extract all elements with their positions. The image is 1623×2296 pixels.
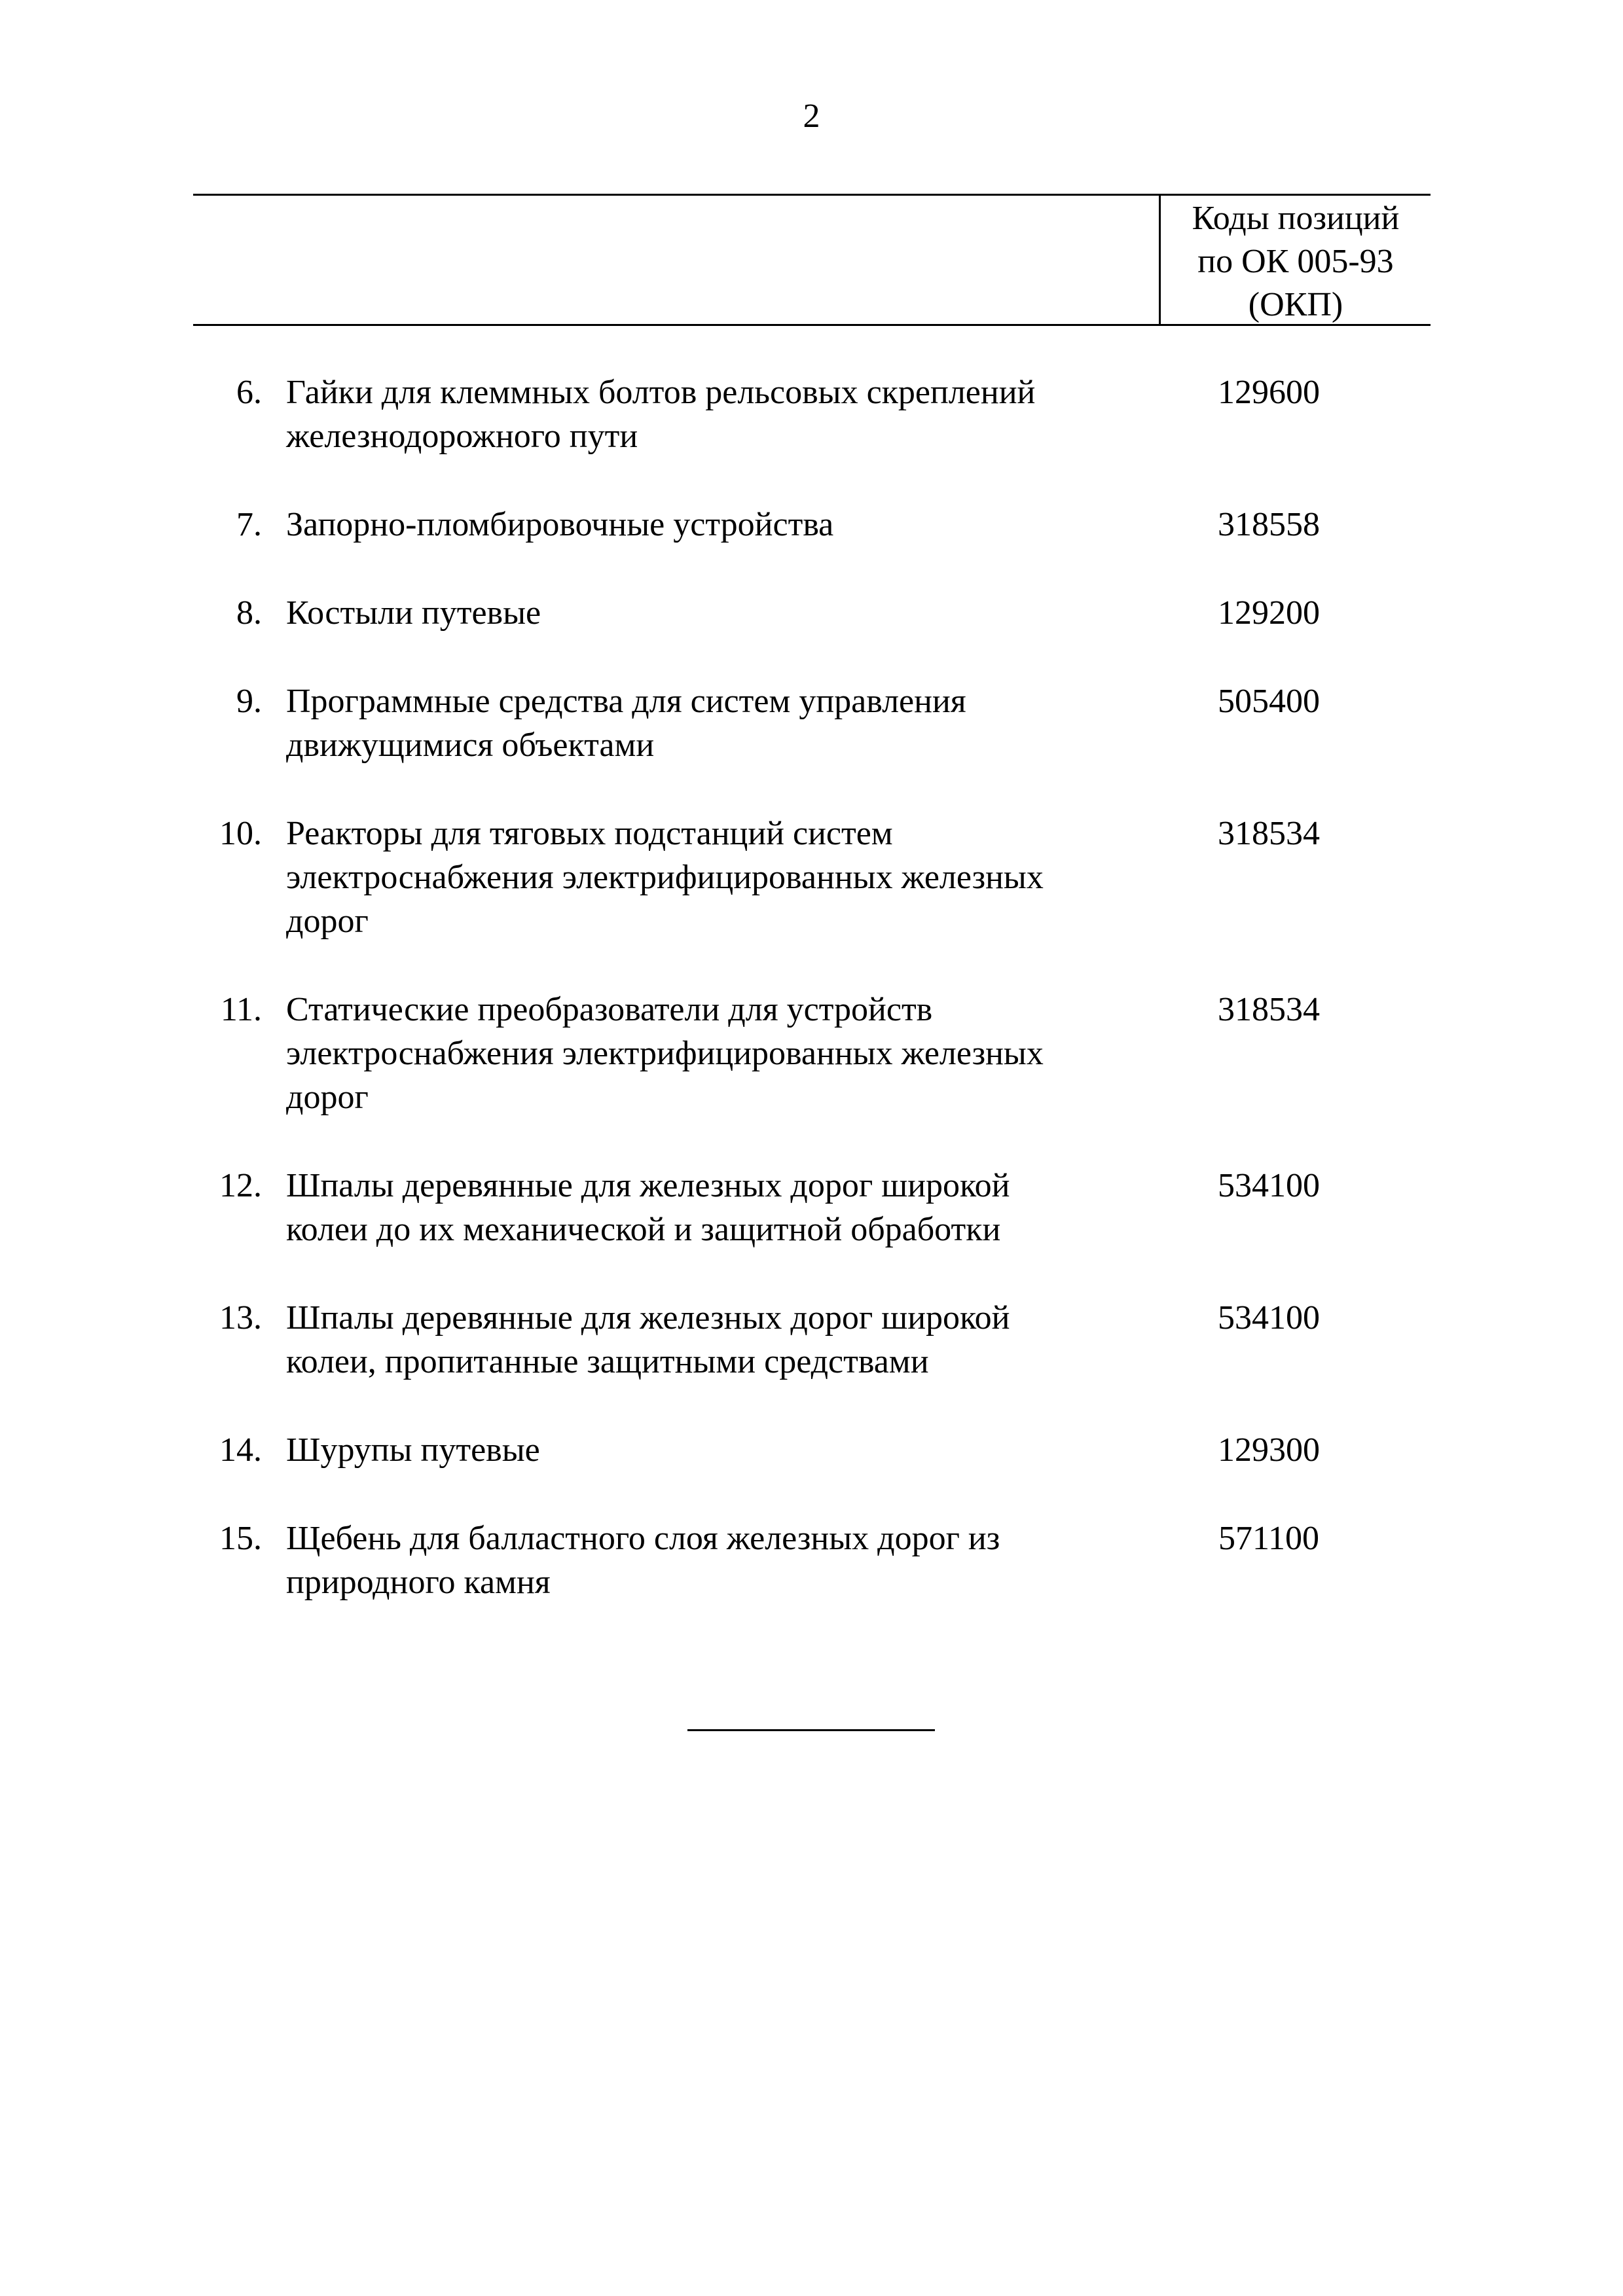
item-name-line: Реакторы для тяговых подстанций систем (286, 815, 893, 852)
list-item (0, 370, 1623, 458)
item-name (286, 988, 1150, 1119)
item-number: 10. (219, 815, 262, 852)
page-number: 2 (803, 98, 820, 135)
item-name (286, 1428, 1150, 1472)
item-name-line: Запорно-пломбировочные устройства (286, 506, 834, 543)
item-code: 129600 (1218, 374, 1320, 411)
item-number: 11. (220, 991, 262, 1028)
code-header-line: (ОКП) (1248, 286, 1343, 323)
item-name-line: Гайки для клеммных болтов рельсовых скреплений (286, 374, 1036, 411)
list-item (0, 1428, 1623, 1472)
item-number: 6. (236, 374, 262, 411)
item-code: 129300 (1218, 1431, 1320, 1469)
item-name (286, 1516, 1150, 1604)
table-header (193, 194, 1431, 326)
code-header-line: Коды позиций (1192, 200, 1400, 237)
item-number: 12. (219, 1167, 262, 1204)
item-name-line: Шпалы деревянные для железных дорог широкой (286, 1299, 1010, 1336)
item-name-line: колеи, пропитанные защитными средствами (286, 1343, 929, 1380)
item-name-line: электроснабжения электрифицированных железных (286, 1035, 1044, 1072)
item-code: 318558 (1218, 506, 1320, 543)
list-item (0, 503, 1623, 547)
code-column-header (1161, 196, 1431, 324)
item-code: 505400 (1218, 683, 1320, 720)
item-code: 129200 (1218, 594, 1320, 632)
list-item (0, 591, 1623, 635)
end-separator-rule (687, 1729, 935, 1731)
code-header-line: по ОК 005-93 (1197, 243, 1394, 280)
item-name-line: Программные средства для систем управления (286, 683, 966, 720)
item-name (286, 679, 1150, 767)
list-item (0, 1516, 1623, 1604)
item-code: 534100 (1218, 1167, 1320, 1204)
list-item (0, 1296, 1623, 1384)
list-item (0, 812, 1623, 943)
item-name (286, 503, 1150, 547)
item-code: 571100 (1218, 1520, 1320, 1557)
item-name (286, 1164, 1150, 1251)
item-name-line: Костыли путевые (286, 594, 541, 632)
item-number: 14. (219, 1431, 262, 1469)
item-name (286, 370, 1150, 458)
item-number: 9. (236, 683, 262, 720)
item-name (286, 1296, 1150, 1384)
item-name-line: Статические преобразователи для устройств (286, 991, 933, 1028)
item-list (0, 370, 1623, 1649)
item-name-line: Щебень для балластного слоя железных дорог из (286, 1520, 1000, 1557)
item-name-line: железнодорожного пути (286, 418, 638, 455)
item-number: 13. (219, 1299, 262, 1336)
item-number: 7. (236, 506, 262, 543)
item-name-line: природного камня (286, 1564, 551, 1601)
item-name-line: движущимися объектами (286, 726, 655, 764)
item-code: 318534 (1218, 991, 1320, 1028)
item-code: 534100 (1218, 1299, 1320, 1336)
item-name (286, 591, 1150, 635)
item-name-line: Шпалы деревянные для железных дорог широкой (286, 1167, 1010, 1204)
item-name-line: Шурупы путевые (286, 1431, 540, 1469)
list-item (0, 988, 1623, 1119)
item-name-line: дорог (286, 1079, 369, 1116)
list-item (0, 1164, 1623, 1251)
item-name-line: колеи до их механической и защитной обработки (286, 1211, 1001, 1248)
item-name-line: электроснабжения электрифицированных железных (286, 859, 1044, 896)
list-item (0, 679, 1623, 767)
item-number: 15. (219, 1520, 262, 1557)
item-name (286, 812, 1150, 943)
item-code: 318534 (1218, 815, 1320, 852)
item-name-line: дорог (286, 903, 369, 940)
item-number: 8. (236, 594, 262, 632)
